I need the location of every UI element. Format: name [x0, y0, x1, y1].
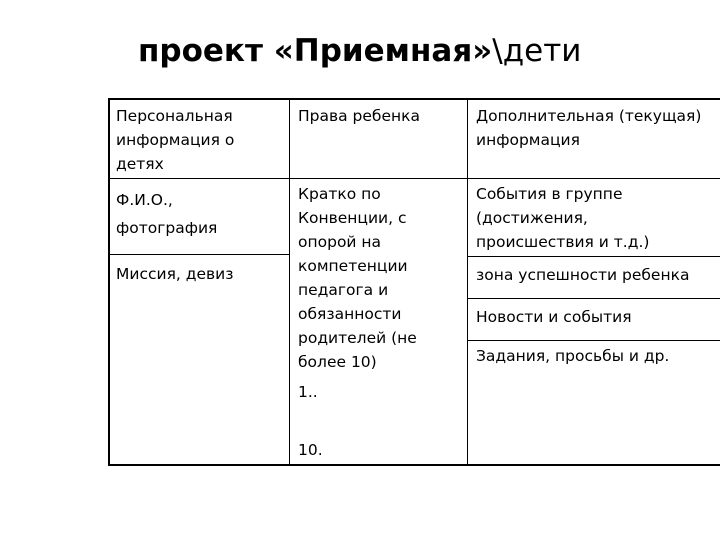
col1-row-divider — [108, 254, 289, 255]
cell-rights-text: Кратко по Конвенции, с опорой на компетенции педагога и обязанности родителей (не более 10) — [298, 185, 417, 371]
slide-title — [138, 26, 581, 76]
cell-rights-item-first: 1.. — [298, 383, 318, 401]
col3-row-divider-3 — [467, 340, 720, 341]
column-divider-2 — [467, 98, 468, 466]
column-divider-1 — [289, 98, 290, 466]
cell-group-events: События в группе (достижения, происшествия и т.д.) — [476, 185, 650, 251]
col3-row-divider-2 — [467, 298, 720, 299]
header-child-rights: Права ребенка — [298, 107, 421, 125]
header-additional-info: Дополнительная (текущая) информация — [476, 107, 702, 149]
cell-tasks-requests: Задания, просьбы и др. — [476, 347, 670, 365]
cell-name-photo: Ф.И.О., фотография — [116, 191, 218, 237]
cell-rights-item-last: 10. — [298, 441, 323, 459]
header-personal-info: Персональная информация о детях — [116, 107, 235, 173]
cell-success-zone: зона успешности ребенка — [476, 266, 690, 284]
col3-row-divider-1 — [467, 256, 720, 257]
cell-mission-motto: Миссия, девиз — [116, 265, 234, 283]
header-row-divider — [108, 178, 720, 179]
slide-title-rest: \дети — [492, 33, 582, 69]
cell-news-events: Новости и события — [476, 308, 632, 326]
slide-title-bold: проект «Приемная» — [138, 33, 493, 69]
